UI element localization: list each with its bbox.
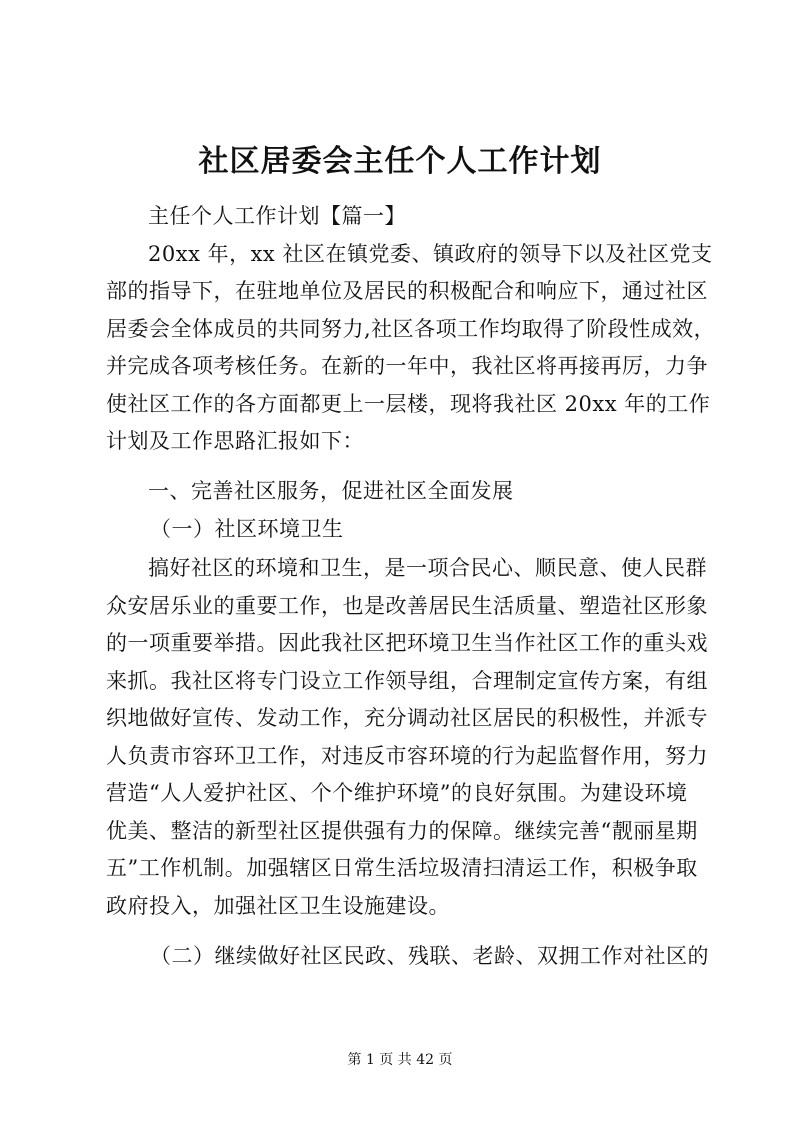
paragraph-line: 织地做好宣传、发动工作，充分调动社区居民的积极性，并派专 <box>106 706 708 730</box>
paragraph-line: 营造“人人爱护社区、个个维护环境”的良好氛围。为建设环境 <box>106 781 688 805</box>
paragraph-line: 五”工作机制。加强辖区日常生活垃圾清扫清运工作，积极争取 <box>106 856 698 880</box>
document-title: 社区居委会主任个人工作计划 <box>198 144 602 179</box>
paragraph-line: 人负责市容环卫工作，对违反市容环境的行为起监督作用，努力 <box>106 744 708 768</box>
page-number: 第 1 页 共 42 页 <box>347 1052 453 1068</box>
paragraph-line: 搞好社区的环境和卫生，是一项合民心、顺民意、使人民群 <box>148 556 707 580</box>
paragraph-line: 优美、整洁的新型社区提供强有力的保障。继续完善“靓丽星期 <box>106 819 698 843</box>
paragraph-line: 来抓。我社区将专门设立工作领导组，合理制定宣传方案，有组 <box>106 669 708 693</box>
paragraph-line: 居委会全体成员的共同努力,社区各项工作均取得了阶段性成效， <box>106 317 716 341</box>
paragraph-line: 众安居乐业的重要工作，也是改善居民生活质量、塑造社区形象 <box>106 594 708 618</box>
paragraph-line: 使社区工作的各方面都更上一层楼，现将我社区 20xx 年的工作 <box>106 392 711 416</box>
section-heading: 主任个人工作计划【篇一】 <box>148 204 406 228</box>
paragraph-line: 计划及工作思路汇报如下： <box>106 429 364 453</box>
paragraph-line: 的一项重要举措。因此我社区把环境卫生当作社区工作的重头戏 <box>106 631 708 655</box>
subsection-heading: （一）社区环境卫生 <box>150 517 344 541</box>
paragraph-line: 并完成各项考核任务。在新的一年中，我社区将再接再厉，力争 <box>106 354 708 378</box>
paragraph-line: 部的指导下，在驻地单位及居民的积极配合和响应下，通过社区 <box>106 279 708 303</box>
paragraph-line: 政府投入，加强社区卫生设施建设。 <box>106 894 450 918</box>
subsection-heading: （二）继续做好社区民政、残联、老龄、双拥工作对社区的 <box>150 944 709 968</box>
paragraph-line: 20xx 年，xx 社区在镇党委、镇政府的领导下以及社区党支 <box>148 242 713 266</box>
section-heading: 一、完善社区服务，促进社区全面发展 <box>148 479 514 503</box>
